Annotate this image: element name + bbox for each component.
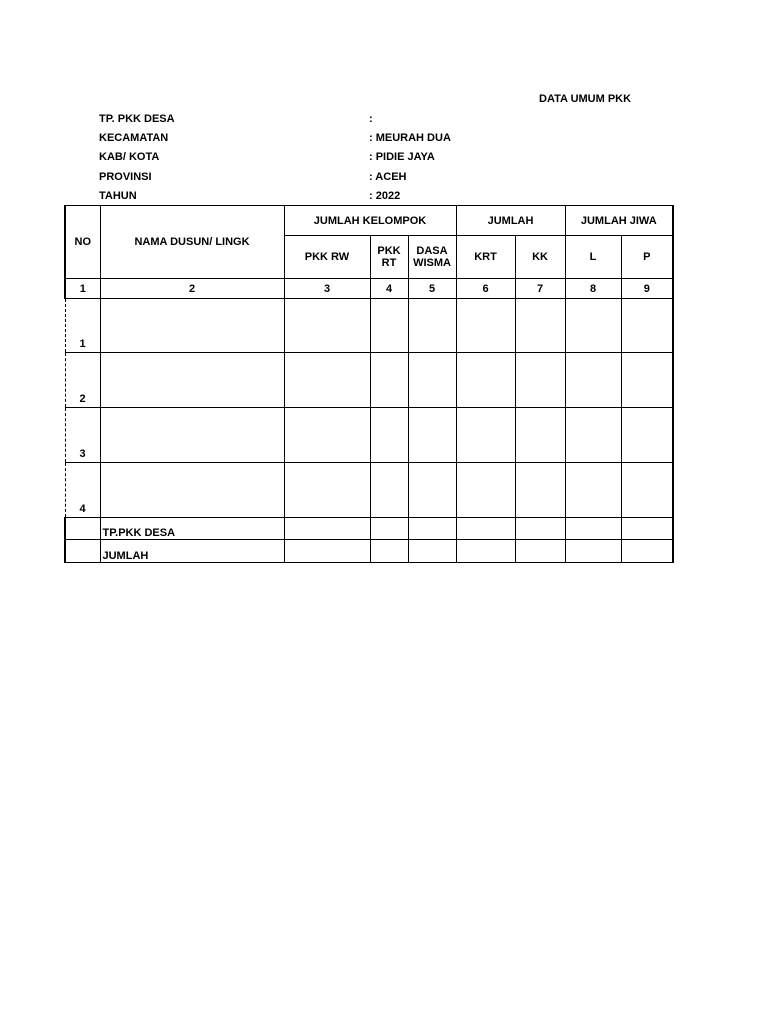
cell <box>408 518 456 540</box>
cell <box>515 463 565 518</box>
cell <box>284 408 370 463</box>
cell <box>621 463 673 518</box>
cell <box>456 540 515 563</box>
header-dasa-wisma: DASA WISMA <box>408 236 456 279</box>
row-number: 3 <box>65 408 100 463</box>
header-l: L <box>565 236 621 279</box>
cell <box>284 353 370 408</box>
info-label-tahun: TAHUN <box>99 190 137 202</box>
column-number: 3 <box>284 279 370 299</box>
cell <box>565 353 621 408</box>
column-number: 9 <box>621 279 673 299</box>
cell <box>621 353 673 408</box>
cell <box>408 353 456 408</box>
header-nama: NAMA DUSUN/ LINGK <box>100 206 284 279</box>
cell <box>565 540 621 563</box>
table-row <box>65 353 673 408</box>
info-value-tahun: : 2022 <box>369 190 401 202</box>
info-value-provinsi: : ACEH <box>369 171 407 183</box>
cell <box>456 463 515 518</box>
cell-nama <box>100 353 284 408</box>
cell <box>515 540 565 563</box>
info-value-kabkota: : PIDIE JAYA <box>369 151 435 163</box>
table-row <box>65 299 673 353</box>
cell <box>284 463 370 518</box>
page-title: DATA UMUM PKK <box>539 93 632 105</box>
header-krt: KRT <box>456 236 515 279</box>
footer-label-jumlah: JUMLAH <box>100 540 284 563</box>
cell <box>370 518 408 540</box>
cell <box>370 299 408 353</box>
footer-label-tp-pkk-desa: TP.PKK DESA <box>100 518 284 540</box>
cell <box>370 408 408 463</box>
cell-nama <box>100 299 284 353</box>
cell <box>621 518 673 540</box>
cell <box>621 299 673 353</box>
footer-row <box>65 518 673 540</box>
info-label-desa: TP. PKK DESA <box>99 113 175 125</box>
cell <box>284 540 370 563</box>
cell <box>456 408 515 463</box>
cell-nama <box>100 408 284 463</box>
cell <box>621 408 673 463</box>
cell <box>515 408 565 463</box>
cell <box>370 353 408 408</box>
info-label-kabkota: KAB/ KOTA <box>99 151 160 163</box>
cell <box>370 463 408 518</box>
header-jumlah-jiwa: JUMLAH JIWA <box>565 206 673 236</box>
table-row <box>65 408 673 463</box>
header-kk: KK <box>515 236 565 279</box>
cell <box>565 518 621 540</box>
column-number: 1 <box>65 279 100 299</box>
cell-nama <box>100 463 284 518</box>
column-number: 8 <box>565 279 621 299</box>
row-number: 4 <box>65 463 100 518</box>
data-table <box>64 205 674 563</box>
footer-row <box>65 540 673 563</box>
info-value-desa: : <box>369 113 373 125</box>
cell <box>456 518 515 540</box>
cell <box>565 463 621 518</box>
cell <box>456 299 515 353</box>
cell <box>515 299 565 353</box>
cell <box>565 408 621 463</box>
column-number: 4 <box>370 279 408 299</box>
cell <box>515 518 565 540</box>
column-number: 5 <box>408 279 456 299</box>
info-value-kecamatan: : MEURAH DUA <box>369 132 451 144</box>
row-number: 1 <box>65 299 100 353</box>
cell <box>284 299 370 353</box>
column-number: 2 <box>100 279 284 299</box>
cell <box>284 518 370 540</box>
cell <box>565 299 621 353</box>
header-jumlah-kelompok: JUMLAH KELOMPOK <box>284 206 456 236</box>
cell <box>408 408 456 463</box>
cell <box>408 463 456 518</box>
row-number: 2 <box>65 353 100 408</box>
info-label-provinsi: PROVINSI <box>99 171 152 183</box>
cell <box>65 518 100 540</box>
column-number: 6 <box>456 279 515 299</box>
header-no: NO <box>65 206 100 279</box>
header-jumlah: JUMLAH <box>456 206 565 236</box>
table-row <box>65 463 673 518</box>
cell <box>515 353 565 408</box>
info-label-kecamatan: KECAMATAN <box>99 132 169 144</box>
cell <box>408 299 456 353</box>
header-pkk-rt: PKK RT <box>370 236 408 279</box>
cell <box>456 353 515 408</box>
header-p: P <box>621 236 673 279</box>
cell <box>65 540 100 563</box>
cell <box>408 540 456 563</box>
header-pkk-rw: PKK RW <box>284 236 370 279</box>
cell <box>370 540 408 563</box>
column-number: 7 <box>515 279 565 299</box>
cell <box>621 540 673 563</box>
